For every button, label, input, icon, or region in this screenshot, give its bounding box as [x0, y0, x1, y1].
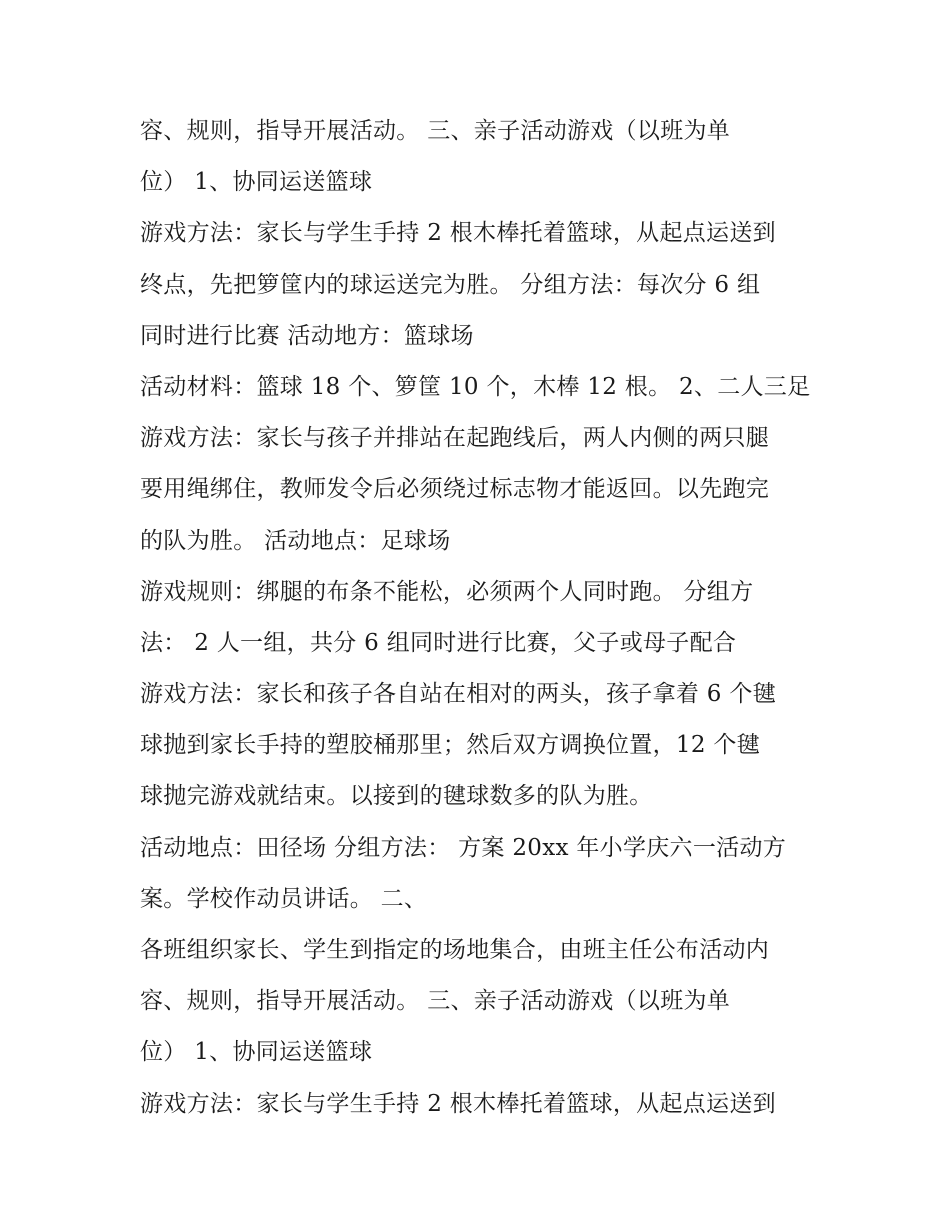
text-line: 各班组织家长、学生到指定的场地集合，由班主任公布活动内 — [140, 937, 770, 963]
text-line: 终点，先把箩筐内的球运送完为胜。 分组方法：每次分 6 组 — [140, 271, 761, 298]
text-line: 游戏方法：家长与学生手持 2 根木棒托着篮球，从起点运送到 — [140, 220, 776, 247]
document-body — [140, 106, 830, 1130]
text-line: 同时进行比赛 活动地方：篮球场 — [140, 322, 474, 349]
text-line: 游戏方法：家长与学生手持 2 根木棒托着篮球，从起点运送到 — [140, 1090, 776, 1117]
text-line: 位） 1、协同运送篮球 — [140, 169, 373, 196]
text-line: 活动材料：篮球 18 个、箩筐 10 个，木棒 12 根。 2、二人三足 — [140, 373, 811, 400]
text-line: 容、规则，指导开展活动。 三、亲子活动游戏（以班为单 — [140, 118, 731, 144]
text-line: 活动地点：田径场 分组方法： 方案 20xx 年小学庆六一活动方 — [140, 834, 787, 861]
text-line: 的队为胜。 活动地点：足球场 — [140, 527, 451, 554]
text-line: 球抛到家长手持的塑胶桶那里；然后双方调换位置，12 个毽 — [140, 732, 760, 759]
text-line: 案。学校作动员讲话。 二、 — [140, 885, 428, 912]
text-line: 法： 2 人一组，共分 6 组同时进行比赛，父子或母子配合 — [140, 629, 737, 656]
text-line: 位） 1、协同运送篮球 — [140, 1039, 373, 1066]
text-line: 球抛完游戏就结束。以接到的毽球数多的队为胜。 — [140, 783, 653, 810]
text-line: 游戏方法：家长与孩子并排站在起跑线后，两人内侧的两只腿 — [140, 425, 770, 452]
text-line: 游戏规则：绑腿的布条不能松，必须两个人同时跑。 分组方 — [140, 578, 754, 605]
text-line: 容、规则，指导开展活动。 三、亲子活动游戏（以班为单 — [140, 988, 731, 1015]
text-line: 要用绳绑住，教师发令后必须绕过标志物才能返回。以先跑完 — [140, 476, 770, 503]
text-line: 游戏方法：家长和孩子各自站在相对的两头，孩子拿着 6 个毽 — [140, 681, 776, 708]
